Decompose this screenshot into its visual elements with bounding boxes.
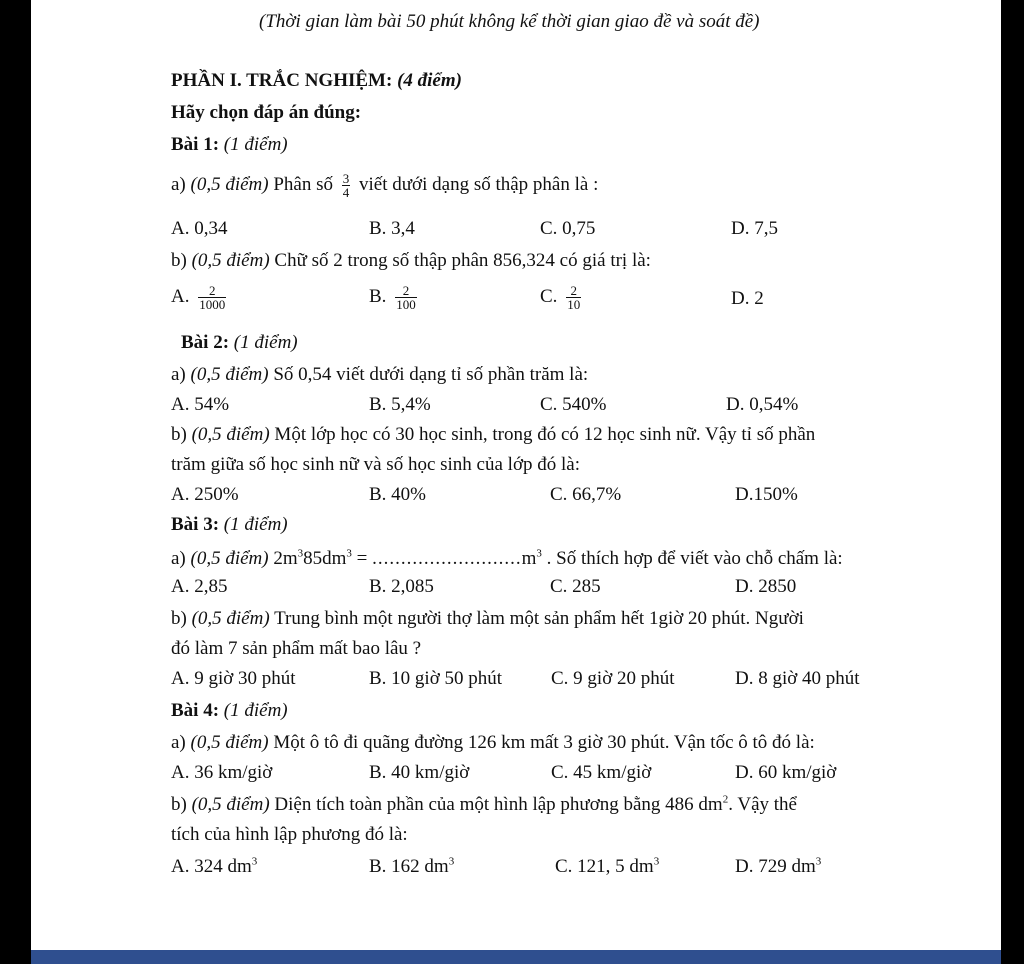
fraction-numerator: 3 <box>342 171 350 186</box>
q-label: b) <box>171 608 187 629</box>
superscript: 3 <box>251 855 258 868</box>
q-points: (0,5 điểm) <box>190 732 269 753</box>
bai3a-question <box>171 548 843 570</box>
bai4-points: (1 điểm) <box>223 700 288 721</box>
option-text: C. 121, 5 dm <box>555 856 654 877</box>
q-text: Chữ số 2 trong số thập phân 856,324 có giá trị là: <box>274 250 651 271</box>
q-text: Số 0,54 viết dưới dạng tỉ số phần trăm là: <box>273 364 589 385</box>
bai3b-option-b[interactable]: B. 10 giờ 50 phút <box>369 668 503 689</box>
q-label: a) <box>171 732 186 753</box>
q-label: b) <box>171 424 187 445</box>
bai1a-option-a[interactable]: A. 0,34 <box>171 218 228 239</box>
bai2a-option-b[interactable]: B. 5,4% <box>369 394 431 415</box>
q-points: (0,5 điểm) <box>191 424 270 445</box>
bai4b-option-b[interactable] <box>369 856 454 878</box>
bai3a-option-a[interactable]: A. 2,85 <box>171 576 228 597</box>
bai4-heading <box>171 700 288 722</box>
bai2a-option-d[interactable]: D. 0,54% <box>726 394 799 415</box>
superscript: 3 <box>297 547 304 560</box>
bai1a-option-d[interactable]: D. 7,5 <box>731 218 778 239</box>
q-text: Diện tích toàn phần của một hình lập phương bằng 486 dm <box>274 794 723 815</box>
bai4a-option-d[interactable]: D. 60 km/giờ <box>735 762 837 783</box>
bai4b-question <box>171 794 797 816</box>
bai4b-question-cont: tích của hình lập phương đó là: <box>171 824 408 845</box>
superscript: 2 <box>722 793 729 806</box>
fraction <box>395 284 417 311</box>
bai1a-option-b[interactable]: B. 3,4 <box>369 218 415 239</box>
expr-part: = <box>351 548 373 569</box>
bai3b-option-a[interactable]: A. 9 giờ 30 phút <box>171 668 296 689</box>
bai4a-question <box>171 732 815 754</box>
bai1-heading <box>171 134 288 156</box>
superscript: 3 <box>448 855 455 868</box>
fraction-numerator: 2 <box>208 283 216 298</box>
bai1b-option-d[interactable]: D. 2 <box>731 288 764 309</box>
part1-points: (4 điểm) <box>397 70 462 91</box>
bai4b-option-d[interactable] <box>735 856 821 878</box>
bai2b-question-cont: trăm giữa số học sinh nữ và số học sinh của lớp đó là: <box>171 454 580 475</box>
option-text: B. 162 dm <box>369 856 449 877</box>
fraction-denominator: 10 <box>567 297 581 312</box>
bai4-title: Bài 4: <box>171 700 220 721</box>
bai3-title: Bài 3: <box>171 514 220 535</box>
bai2-points: (1 điểm) <box>233 332 298 353</box>
option-label: B. <box>369 285 387 307</box>
bai2a-question <box>171 364 588 386</box>
bai4b-option-a[interactable] <box>171 856 257 878</box>
bai3a-option-d[interactable]: D. 2850 <box>735 576 797 597</box>
q-text: Một ô tô đi quãng đường 126 km mất 3 giờ 30 phút. Vận tốc ô tô đó là: <box>273 732 815 753</box>
q-label: a) <box>171 173 186 195</box>
fraction-numerator: 2 <box>402 283 410 298</box>
bai3b-option-c[interactable]: C. 9 giờ 20 phút <box>551 668 675 689</box>
q-points: (0,5 điểm) <box>191 250 270 271</box>
fraction <box>342 172 351 199</box>
fraction-denominator: 100 <box>396 297 416 312</box>
bai4b-option-c[interactable] <box>555 856 659 878</box>
part1-instruction: Hãy chọn đáp án đúng: <box>171 102 362 123</box>
q-points: (0,5 điểm) <box>190 173 269 195</box>
fraction <box>198 284 226 311</box>
exam-page <box>31 0 1001 964</box>
bai2b-option-c[interactable]: C. 66,7% <box>550 484 622 505</box>
q-points: (0,5 điểm) <box>190 364 269 385</box>
bai3a-option-b[interactable]: B. 2,085 <box>369 576 434 597</box>
q-points: (0,5 điểm) <box>191 608 270 629</box>
bai3-heading <box>171 514 288 536</box>
q-label: a) <box>171 548 186 569</box>
bai4a-option-b[interactable]: B. 40 km/giờ <box>369 762 470 783</box>
q-label: b) <box>171 250 187 271</box>
fraction <box>566 284 581 311</box>
time-note: (Thời gian làm bài 50 phút không kể thời gian giao đề và soát đề) <box>259 11 760 32</box>
q-text: viết dưới dạng số thập phân là : <box>359 173 599 195</box>
bai1-points: (1 điểm) <box>223 134 288 155</box>
superscript: 3 <box>346 547 352 560</box>
bottom-bar <box>31 950 1001 964</box>
q-text: Một lớp học có 30 học sinh, trong đó có 12 học sinh nữ. Vậy tỉ số phần <box>274 424 816 445</box>
bai3b-option-d[interactable]: D. 8 giờ 40 phút <box>735 668 860 689</box>
q-points: (0,5 điểm) <box>190 548 269 569</box>
blank-dots: .......................... <box>372 548 522 569</box>
superscript: 3 <box>536 547 542 560</box>
fraction-denominator: 1000 <box>199 297 226 312</box>
bai1b-option-b[interactable] <box>369 284 421 311</box>
bai1a-option-c[interactable]: C. 0,75 <box>540 218 596 239</box>
superscript: 3 <box>653 855 660 868</box>
q-text: Phân số <box>273 173 334 195</box>
expr-part: 85dm <box>303 548 347 569</box>
superscript: 3 <box>815 855 822 868</box>
q-text: . Số thích hợp để viết vào chỗ chấm là: <box>546 548 843 569</box>
bai3a-option-c[interactable]: C. 285 <box>550 576 601 597</box>
option-label: A. <box>171 285 190 307</box>
expr-part: 2m <box>273 548 298 569</box>
bai2-title: Bài 2: <box>181 332 230 353</box>
bai2b-question <box>171 424 815 446</box>
bai2-heading <box>181 332 298 354</box>
bai2b-option-b[interactable]: B. 40% <box>369 484 426 505</box>
bai1b-option-c[interactable] <box>540 284 585 311</box>
q-text: Trung bình một người thợ làm một sản phẩm hết 1giờ 20 phút. Người <box>274 608 804 629</box>
option-label: C. <box>540 285 558 307</box>
bai2a-option-c[interactable]: C. 540% <box>540 394 607 415</box>
fraction-denominator: 4 <box>342 185 350 200</box>
bai3b-question-cont: đó làm 7 sản phẩm mất bao lâu ? <box>171 638 422 659</box>
bai4a-option-c[interactable]: C. 45 km/giờ <box>551 762 652 783</box>
bai1b-option-a[interactable] <box>171 284 230 311</box>
bai1a-question <box>171 172 598 199</box>
option-text: D. 729 dm <box>735 856 816 877</box>
q-label: a) <box>171 364 186 385</box>
bai2a-option-a[interactable]: A. 54% <box>171 394 230 415</box>
fraction-numerator: 2 <box>570 283 577 298</box>
bai2b-option-a[interactable]: A. 250% <box>171 484 239 505</box>
unit: m <box>521 548 537 569</box>
q-text: . Vậy thể <box>728 794 797 815</box>
bai3-points: (1 điểm) <box>223 514 288 535</box>
bai1-title: Bài 1: <box>171 134 220 155</box>
part1-title: PHẦN I. TRẮC NGHIỆM: <box>171 70 393 91</box>
q-label: b) <box>171 794 187 815</box>
option-text: A. 324 dm <box>171 856 252 877</box>
part1-heading <box>171 70 462 92</box>
bai2b-option-d[interactable]: D.150% <box>735 484 798 505</box>
bai3b-question <box>171 608 804 630</box>
bai4a-option-a[interactable]: A. 36 km/giờ <box>171 762 273 783</box>
q-points: (0,5 điểm) <box>191 794 270 815</box>
bai1b-question <box>171 250 651 272</box>
